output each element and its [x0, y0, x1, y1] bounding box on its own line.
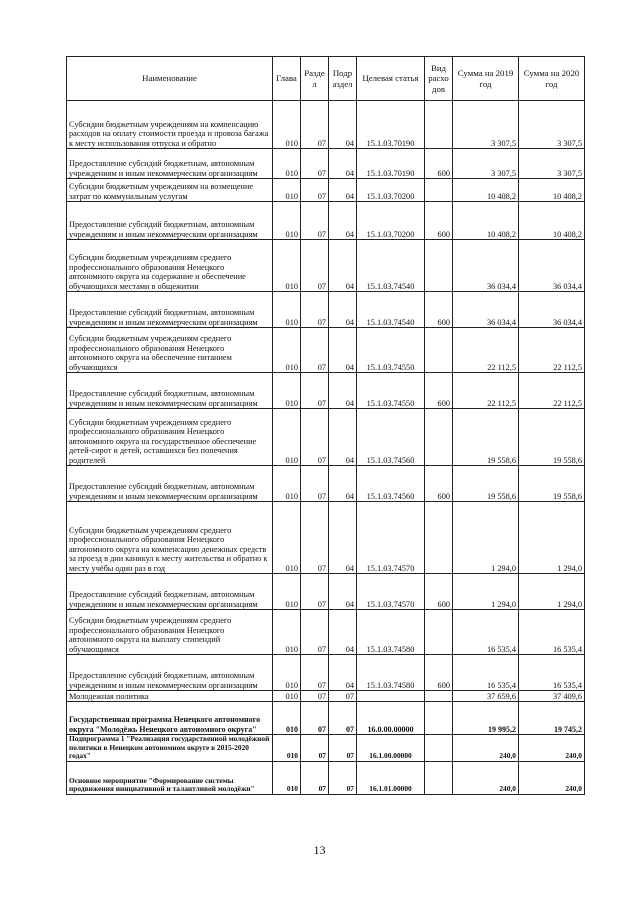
cell-target: 15.1.03.74540 — [357, 240, 425, 292]
cell-s2020: 1 294,0 — [519, 502, 585, 574]
cell-razdel: 07 — [301, 466, 329, 502]
cell-razdel: 07 — [301, 101, 329, 149]
header-podrazdel: Подр аздел — [329, 57, 357, 101]
cell-name: Предоставление субсидий бюджетным, автономным учреждениям и иным некоммерческим организациям — [67, 202, 273, 240]
cell-podrazdel: 04 — [329, 574, 357, 610]
cell-razdel: 07 — [301, 502, 329, 574]
cell-s2020: 22 112,5 — [519, 328, 585, 373]
table-row — [67, 466, 585, 502]
cell-s2019: 22 112,5 — [453, 373, 519, 409]
cell-name: Молодежная политика — [67, 691, 273, 702]
cell-podrazdel: 04 — [329, 409, 357, 466]
cell-s2020: 22 112,5 — [519, 373, 585, 409]
table-row — [67, 202, 585, 240]
cell-vid — [425, 702, 453, 735]
cell-s2019: 19 558,6 — [453, 466, 519, 502]
cell-s2020: 36 034,4 — [519, 240, 585, 292]
cell-razdel: 07 — [301, 179, 329, 202]
cell-name: Подпрограмма 1 "Реализация государственной молодёжной политики в Ненецком автономном округе в 2015-2020 годах" — [67, 735, 273, 762]
cell-s2019: 37 659,6 — [453, 691, 519, 702]
cell-s2019: 1 294,0 — [453, 574, 519, 610]
cell-name: Предоставление субсидий бюджетным, автономным учреждениям и иным некоммерческим организациям — [67, 373, 273, 409]
cell-podrazdel: 04 — [329, 466, 357, 502]
cell-vid: 600 — [425, 149, 453, 179]
cell-s2020: 16 535,4 — [519, 610, 585, 655]
cell-vid — [425, 761, 453, 794]
cell-vid — [425, 610, 453, 655]
cell-target: 16.1.00.00000 — [357, 735, 425, 762]
table-row — [67, 328, 585, 373]
cell-target: 15.1.03.70190 — [357, 149, 425, 179]
cell-podrazdel: 04 — [329, 240, 357, 292]
cell-vid — [425, 328, 453, 373]
cell-vid — [425, 502, 453, 574]
header-row — [67, 57, 585, 101]
cell-vid — [425, 691, 453, 702]
cell-razdel: 07 — [301, 761, 329, 794]
table-row — [67, 179, 585, 202]
cell-s2019: 3 307,5 — [453, 149, 519, 179]
cell-glava: 010 — [273, 179, 301, 202]
cell-name: Предоставление субсидий бюджетным, автономным учреждениям и иным некоммерческим организациям — [67, 655, 273, 691]
cell-glava: 010 — [273, 761, 301, 794]
cell-vid: 600 — [425, 466, 453, 502]
cell-target: 15.1.03.74560 — [357, 466, 425, 502]
cell-podrazdel: 04 — [329, 610, 357, 655]
cell-name: Субсидии бюджетным учреждениям среднего профессионального образования Ненецкого автономного округа на выплату стипендий обучающимся — [67, 610, 273, 655]
cell-s2020: 240,0 — [519, 735, 585, 762]
cell-target: 15.1.03.74580 — [357, 655, 425, 691]
cell-name: Предоставление субсидий бюджетным, автономным учреждениям и иным некоммерческим организациям — [67, 574, 273, 610]
cell-s2019: 3 307,5 — [453, 101, 519, 149]
cell-vid — [425, 409, 453, 466]
cell-glava: 010 — [273, 502, 301, 574]
table-row — [67, 149, 585, 179]
cell-glava: 010 — [273, 292, 301, 328]
cell-s2019: 240,0 — [453, 761, 519, 794]
header-target: Целевая статья — [357, 57, 425, 101]
cell-razdel: 07 — [301, 655, 329, 691]
cell-s2020: 19 745,2 — [519, 702, 585, 735]
cell-glava: 010 — [273, 202, 301, 240]
cell-glava: 010 — [273, 240, 301, 292]
cell-podrazdel: 07 — [329, 691, 357, 702]
cell-s2020: 10 408,2 — [519, 202, 585, 240]
cell-podrazdel: 07 — [329, 735, 357, 762]
cell-s2019: 22 112,5 — [453, 328, 519, 373]
page-number: 13 — [313, 843, 326, 857]
cell-s2019: 16 535,4 — [453, 655, 519, 691]
cell-name: Субсидии бюджетным учреждениям на компенсацию расходов на оплату стоимости проезда и провоза багажа к месту использования отпуска и обратно — [67, 101, 273, 149]
cell-podrazdel: 04 — [329, 502, 357, 574]
cell-razdel: 07 — [301, 702, 329, 735]
cell-target: 16.1.01.00000 — [357, 761, 425, 794]
cell-podrazdel: 04 — [329, 655, 357, 691]
cell-vid — [425, 240, 453, 292]
table-row — [67, 240, 585, 292]
table-row — [67, 655, 585, 691]
cell-razdel: 07 — [301, 328, 329, 373]
cell-s2020: 3 307,5 — [519, 101, 585, 149]
cell-razdel: 07 — [301, 610, 329, 655]
header-glava: Глава — [273, 57, 301, 101]
header-vid: Вид расхо дов — [425, 57, 453, 101]
table-row — [67, 691, 585, 702]
header-name: Наименование — [67, 57, 273, 101]
cell-podrazdel: 04 — [329, 149, 357, 179]
cell-razdel: 07 — [301, 735, 329, 762]
cell-podrazdel: 04 — [329, 328, 357, 373]
cell-vid — [425, 735, 453, 762]
cell-glava: 010 — [273, 409, 301, 466]
cell-s2020: 36 034,4 — [519, 292, 585, 328]
cell-glava: 010 — [273, 610, 301, 655]
header-sum2020: Сумма на 2020 год — [519, 57, 585, 101]
cell-s2019: 16 535,4 — [453, 610, 519, 655]
cell-glava: 010 — [273, 373, 301, 409]
cell-s2019: 240,0 — [453, 735, 519, 762]
cell-razdel: 07 — [301, 574, 329, 610]
cell-target: 15.1.03.74580 — [357, 610, 425, 655]
cell-podrazdel: 07 — [329, 702, 357, 735]
cell-name: Предоставление субсидий бюджетным, автономным учреждениям и иным некоммерческим организациям — [67, 292, 273, 328]
cell-vid — [425, 179, 453, 202]
cell-razdel: 07 — [301, 373, 329, 409]
cell-podrazdel: 07 — [329, 761, 357, 794]
cell-razdel: 07 — [301, 202, 329, 240]
cell-name: Субсидии бюджетным учреждениям среднего профессионального образования Ненецкого автономного округа на обеспечение питанием обучающихся — [67, 328, 273, 373]
cell-s2020: 10 408,2 — [519, 179, 585, 202]
header-razdel: Разде л — [301, 57, 329, 101]
table-row — [67, 610, 585, 655]
cell-glava: 010 — [273, 691, 301, 702]
cell-s2019: 36 034,4 — [453, 292, 519, 328]
cell-glava: 010 — [273, 574, 301, 610]
table-row — [67, 735, 585, 762]
cell-vid: 600 — [425, 574, 453, 610]
cell-target: 15.1.03.74550 — [357, 328, 425, 373]
cell-glava: 010 — [273, 328, 301, 373]
cell-glava: 010 — [273, 149, 301, 179]
cell-vid — [425, 101, 453, 149]
budget-table — [66, 56, 585, 795]
cell-target: 15.1.03.74570 — [357, 574, 425, 610]
cell-target: 15.1.03.70190 — [357, 101, 425, 149]
cell-name: Субсидии бюджетным учреждениям на возмещение затрат по коммунальным услугам — [67, 179, 273, 202]
cell-s2019: 1 294,0 — [453, 502, 519, 574]
cell-glava: 010 — [273, 101, 301, 149]
cell-razdel: 07 — [301, 691, 329, 702]
cell-razdel: 07 — [301, 292, 329, 328]
cell-name: Предоставление субсидий бюджетным, автономным учреждениям и иным некоммерческим организациям — [67, 466, 273, 502]
cell-glava: 010 — [273, 735, 301, 762]
cell-name: Государственная программа Ненецкого автономного округа "Молодёжь Ненецкого автономного округа" — [67, 702, 273, 735]
cell-podrazdel: 04 — [329, 373, 357, 409]
cell-s2019: 10 408,2 — [453, 202, 519, 240]
cell-s2020: 19 558,6 — [519, 409, 585, 466]
cell-target: 16.0.00.00000 — [357, 702, 425, 735]
table-row — [67, 101, 585, 149]
cell-vid: 600 — [425, 655, 453, 691]
table-row — [67, 373, 585, 409]
cell-s2020: 19 558,6 — [519, 466, 585, 502]
cell-s2020: 240,0 — [519, 761, 585, 794]
table-row — [67, 409, 585, 466]
cell-target: 15.1.03.70200 — [357, 179, 425, 202]
cell-target — [357, 691, 425, 702]
cell-target: 15.1.03.74560 — [357, 409, 425, 466]
cell-s2019: 19 995,2 — [453, 702, 519, 735]
cell-s2019: 36 034,4 — [453, 240, 519, 292]
cell-target: 15.1.03.70200 — [357, 202, 425, 240]
cell-s2020: 1 294,0 — [519, 574, 585, 610]
cell-target: 15.1.03.74540 — [357, 292, 425, 328]
table-row — [67, 574, 585, 610]
cell-name: Предоставление субсидий бюджетным, автономным учреждениям и иным некоммерческим организациям — [67, 149, 273, 179]
cell-s2019: 10 408,2 — [453, 179, 519, 202]
cell-glava: 010 — [273, 702, 301, 735]
cell-razdel: 07 — [301, 240, 329, 292]
cell-s2019: 19 558,6 — [453, 409, 519, 466]
cell-target: 15.1.03.74550 — [357, 373, 425, 409]
cell-s2020: 16 535,4 — [519, 655, 585, 691]
cell-name: Субсидии бюджетным учреждениям среднего профессионального образования Ненецкого автономного округа на содержание и обеспечение обучающихся местами в общежитии — [67, 240, 273, 292]
cell-podrazdel: 04 — [329, 101, 357, 149]
table-body — [67, 101, 585, 795]
cell-name: Субсидии бюджетным учреждениям среднего профессионального образования Ненецкого автономного округа на компенсацию денежных средств за проезд в дни каникул к месту жительства и обратно к месту учёбы один раз в год — [67, 502, 273, 574]
cell-s2020: 3 307,5 — [519, 149, 585, 179]
cell-podrazdel: 04 — [329, 202, 357, 240]
cell-razdel: 07 — [301, 149, 329, 179]
cell-vid: 600 — [425, 292, 453, 328]
header-sum2019: Сумма на 2019 год — [453, 57, 519, 101]
cell-podrazdel: 04 — [329, 179, 357, 202]
cell-glava: 010 — [273, 655, 301, 691]
cell-target: 15.1.03.74570 — [357, 502, 425, 574]
table-row — [67, 292, 585, 328]
cell-razdel: 07 — [301, 409, 329, 466]
table-row — [67, 761, 585, 794]
cell-podrazdel: 04 — [329, 292, 357, 328]
cell-name: Субсидии бюджетным учреждениям среднего профессионального образования Ненецкого автономного округа на государственное обеспечение детей-сирот и детей, оставшихся без попечения родителей — [67, 409, 273, 466]
cell-s2020: 37 409,6 — [519, 691, 585, 702]
cell-name: Основное мероприятие "Формирование системы продвижения инициативной и талантливой молодёжи" — [67, 761, 273, 794]
cell-vid: 600 — [425, 202, 453, 240]
table-row — [67, 702, 585, 735]
cell-glava: 010 — [273, 466, 301, 502]
cell-vid: 600 — [425, 373, 453, 409]
table-row — [67, 502, 585, 574]
